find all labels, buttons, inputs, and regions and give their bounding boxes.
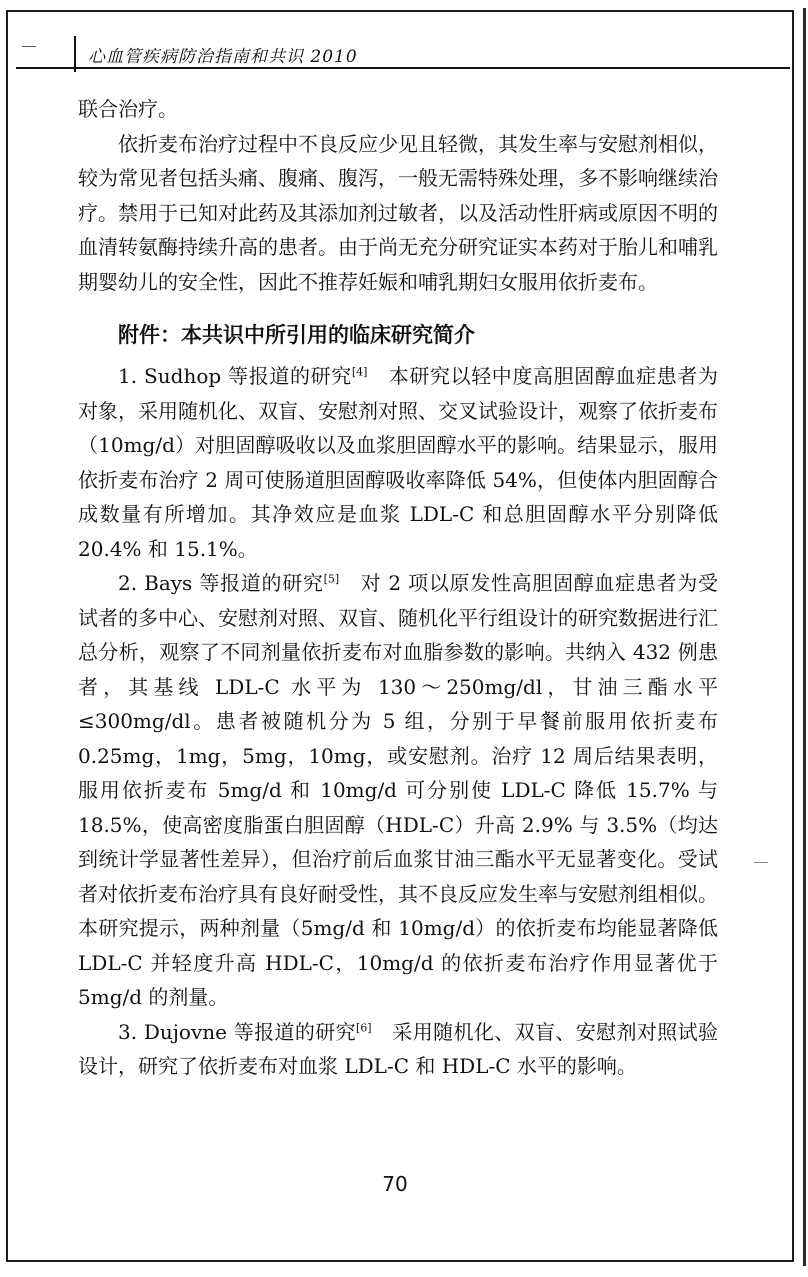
study-3-paragraph [78, 1015, 718, 1084]
study-1-paragraph [78, 359, 718, 566]
paragraph-continuation: 联合治疗。 [78, 97, 178, 121]
study-2-lead: 2. Bays 等报道的研究 [118, 571, 324, 595]
paragraph-adverse-effects: 依折麦布治疗过程中不良反应少见且轻微，其发生率与安慰剂相似，较为常见者包括头痛、腹痛、腹泻，一般无需特殊处理，多不影响继续治疗。禁用于已知对此药及其添加剂过敏者，以及活动性肝病或原因不明的血清转氨酶持续升高的患者。由于尚无充分研究证实本药对于胎儿和哺乳期婴幼儿的安全性，因此不推荐妊娠和哺乳期妇女服用依折麦布。 [78, 131, 718, 294]
margin-mark [754, 862, 768, 863]
study-3-citation: [6] [356, 1020, 372, 1034]
study-2-citation: [5] [323, 572, 340, 586]
page-body [78, 92, 718, 1084]
header-tick-mark [22, 46, 36, 47]
study-1-text: 本研究以轻中度高胆固醇血症患者为对象，采用随机化、双盲、安慰剂对照、交叉试验设计，观察了依折麦布（10mg/d）对胆固醇吸收以及血浆胆固醇水平的影响。结果显示，服用依折麦布治疗 2 周可使肠道胆固醇吸收率降低 54%，但使体内胆固醇合成数量有所增加。其净效应是血浆 LDL-C 和总胆固醇水平分别降低 20.4% 和 15.1%。 [78, 364, 719, 561]
study-2-paragraph [78, 566, 718, 1015]
study-1-citation: [4] [351, 365, 368, 379]
running-header [16, 36, 790, 72]
study-3-text: 采用随机化、双盲、安慰剂对照试验设计，研究了依折麦布对血浆 LDL-C 和 HDL-C 水平的影响。 [78, 1019, 719, 1078]
study-2-text: 对 2 项以原发性高胆固醇血症患者为受试者的多中心、安慰剂对照、双盲、随机化平行组设计的研究数据进行汇总分析，观察了不同剂量依折麦布对血脂参数的影响。共纳入 432 例患者，其基线 LDL-C 水平为 130～250mg/dl，甘油三酯水平≤300mg/dl。患者被随机分为 5 组，分别于早餐前服用依折麦布 0.25mg，1mg，5mg，10mg，或安慰剂。治疗 12 周后结果表明，服用依折麦布 5mg/d 和 10mg/d 可分别使 LDL-C 降低 15.7% 与 18.5%，使高密度脂蛋白胆固醇（HDL-C）升高 2.9% 与 3.5%（均达到统计学显著性差异），但治疗前后血浆甘油三酯水平无显著变化。受试者对依折麦布治疗具有良好耐受性，其不良反应发生率与安慰剂组相似。本研究提示，两种剂量（5mg/d 和 10mg/d）的依折麦布均能显著降低 LDL-C 并轻度升高 HDL-C，10mg/d 的依折麦布治疗作用显著优于 5mg/d 的剂量。 [78, 571, 718, 1009]
header-rule [16, 67, 790, 69]
study-1-lead: 1. Sudhop 等报道的研究 [118, 364, 352, 388]
study-3-lead: 3. Dujovne 等报道的研究 [118, 1019, 356, 1044]
page-number: 70 [382, 1172, 408, 1196]
page-edge-shadow [803, 8, 806, 1266]
section-title: 附件：本共识中所引用的临床研究简介 [118, 323, 475, 347]
header-title: 心血管疾病防治指南和共识 2010 [88, 47, 358, 67]
